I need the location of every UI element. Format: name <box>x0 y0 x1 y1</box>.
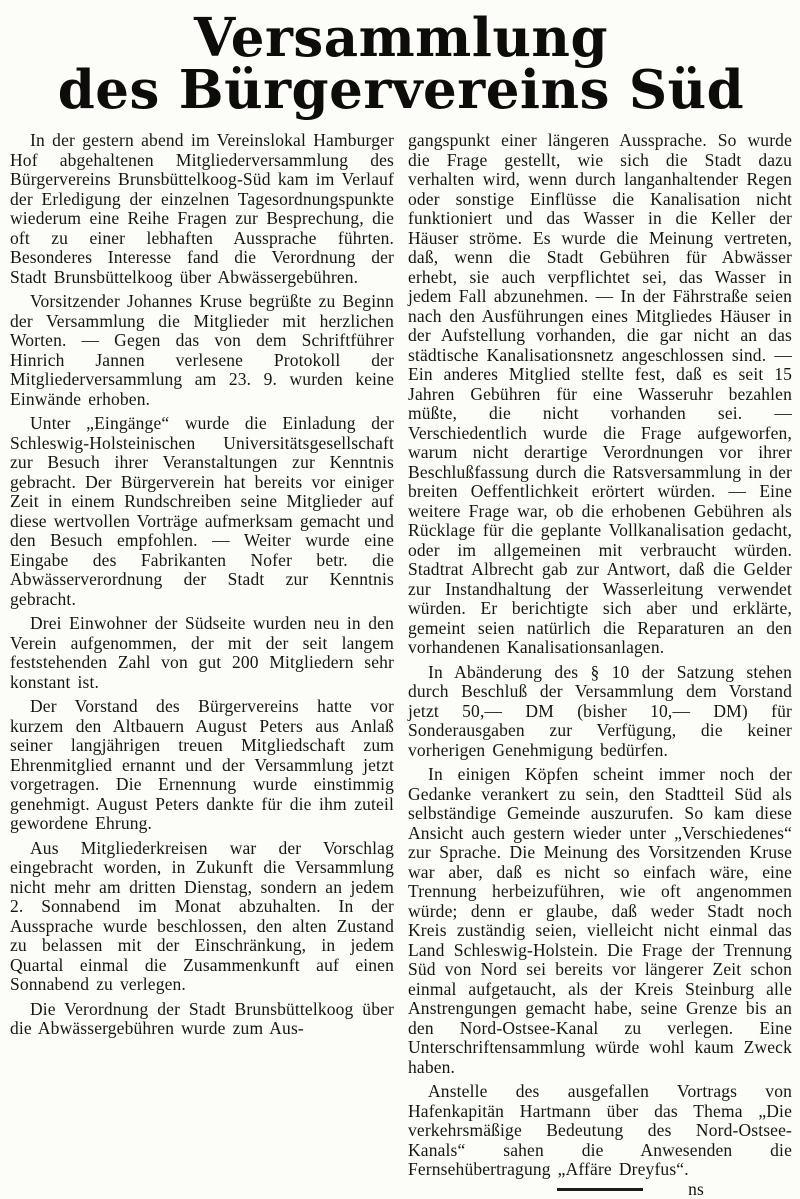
paragraph: Der Vorstand des Bürgervereins hatte vor kurzem den Altbauern August Peters aus Anlaß seiner langjährigen treuen Mitgliedschaft zum Ehrenmitglied ernannt und der Versammlung jetzt vorgetragen. Die Ernennung wurde einstimmig genehmigt. August Peters dankte für die ihm zuteil gewordene Ehrung. <box>10 697 394 834</box>
left-column <box>10 131 394 1199</box>
article-columns <box>10 131 792 1199</box>
title-line-2: des Bürgervereins Süd <box>58 59 745 121</box>
paragraph: Drei Einwohner der Südseite wurden neu in den Verein aufgenommen, der mit der seit langem feststehenden Zahl von gut 200 Mitgliedern sehr konstant ist. <box>10 614 394 692</box>
paragraph: Unter „Eingänge“ wurde die Einladung der Schleswig-Holsteinischen Universitätsgesellschaft zur Besuch ihrer Veranstaltungen zur Kenntnis gebracht. Der Bürgerverein hat bereits vor einiger Zeit in einem Rundschreiben seine Mitglieder auf diese wertvollen Vorträge aufmerksam gemacht und den Besuch empfohlen. — Weiter wurde eine Eingabe des Fabrikanten Nofer betr. die Abwässerverordnung der Stadt zur Kenntnis gebracht. <box>10 414 394 609</box>
paragraph-lead: In der gestern abend im Vereinslokal Hamburger Hof abgehaltenen Mitgliederversammlung des Bürgervereins Brunsbüttelkoog-Süd kam im Verlauf der Erledigung der einzelnen Tagesordnungspunkte wiederum eine Reihe Fragen zur Besprechung, die oft zu einer lebhaften Aussprache führten. Besonderes Interesse fand die Verordnung der Stadt Brunsbüttelkoog über Abwässergebühren. <box>10 131 394 287</box>
right-column <box>408 131 792 1199</box>
paragraph-continuation: gangspunkt einer längeren Aussprache. So wurde die Frage gestellt, wie sich die Stadt dazu verhalten wird, wenn durch langanhaltender Regen oder sonstige Einflüsse die Kanalisation nicht funktioniert und das Wasser in die Keller der Häuser ströme. Es wurde die Meinung vertreten, daß, wenn die Stadt Gebühren für Abwässer erhebt, sie auch verpflichtet sei, das Wasser in jedem Fall abzunehmen. — In der Fährstraße seien nach den Ausführungen eines Mitgliedes Häuser in der Aufstellung vorhanden, die gar nicht an das städtische Kanalisationsnetz angeschlossen sind. — Ein anderes Mitglied stellte fest, daß es seit 15 Jahren Gebühren für eine Wasseruhr bezahlen müßte, die nicht vorhanden sei. — Verschiedentlich wurde die Frage aufgeworfen, warum nicht derartige Verordnungen vor ihrer Beschlußfassung durch die Ratsversammlung in der breiten Oeffentlichkeit erörtert würden. — Eine weitere Frage war, ob die erhobenen Gebühren als Rücklage für die geplante Vollkanalisation gedacht, oder im allgemeinen mit verbraucht würden. Stadtrat Albrecht gab zur Antwort, daß die Gelder zur Instandhaltung der Wasserleitung verwendet würden. Er berichtigte sich aber und erklärte, gemeint seien natürlich die Reparaturen an den vorhandenen Kanalisationsanlagen. <box>408 131 792 658</box>
paragraph: In Abänderung des § 10 der Satzung stehen durch Beschluß der Versammlung dem Vorstand jetzt 50,— DM (bisher 10,— DM) für Sonderausgaben zur Verfügung, die keiner vorherigen Genehmigung bedürfen. <box>408 663 792 761</box>
article-title <box>10 12 792 116</box>
paragraph-closing <box>408 1082 792 1180</box>
paragraph: Vorsitzender Johannes Kruse begrüßte zu Beginn der Versammlung die Mitglieder mit herzlichen Worten. — Gegen das von dem Schriftführer Hinrich Jannen verlesene Protokoll der Mitgliederversammlung am 23. 9. wurden keine Einwände erhoben. <box>10 292 394 409</box>
author-initials: ns <box>668 1180 704 1199</box>
paragraph: Aus Mitgliederkreisen war der Vorschlag eingebracht worden, in Zukunft die Versammlung nicht mehr am dritten Dienstag, sondern an jedem 2. Sonnabend im Monat abzuhalten. In der Aussprache wurde beschlossen, den alten Zustand zu belassen mit der Einschränkung, in jedem Quartal einmal die Zusammenkunft auf einen Sonnabend zu verlegen. <box>10 839 394 995</box>
paragraph: In einigen Köpfen scheint immer noch der Gedanke verankert zu sein, den Stadtteil Süd als selbständige Gemeinde auszurufen. So kam diese Ansicht auch gestern wieder unter „Verschiedenes“ zur Sprache. Die Meinung des Vorsitzenden Kruse war aber, daß es nicht so einfach wäre, eine Trennung herbeizuführen, wie oft angenommen würde; denn er glaube, daß weder Stadt noch Kreis zuständig seien, vielleicht nicht einmal das Land Schleswig-Holstein. Die Frage der Trennung Süd von Nord sei bereits vor längerer Zeit schon einmal aufgetaucht, als der Kreis Steinburg alle Anstrengungen gemacht habe, seine Grenze bis an den Nord-Ostsee-Kanal zu verlegen. Eine Unterschriftensammlung würde wohl kaum Zweck haben. <box>408 765 792 1077</box>
paragraph: Die Verordnung der Stadt Brunsbüttelkoog über die Abwässergebühren wurde zum Aus- <box>10 1000 394 1039</box>
end-divider <box>557 1188 643 1191</box>
closing-text: Anstelle des ausgefallen Vortrags von Hafenkapitän Hartmann über das Thema „Die verkehrsmäßige Bedeutung des Nord-Ostsee-Kanals“ sahen die Anwesenden die Fernsehübertragung „Affäre Dreyfus“. <box>408 1081 792 1179</box>
title-line-1: Versammlung <box>194 7 608 69</box>
